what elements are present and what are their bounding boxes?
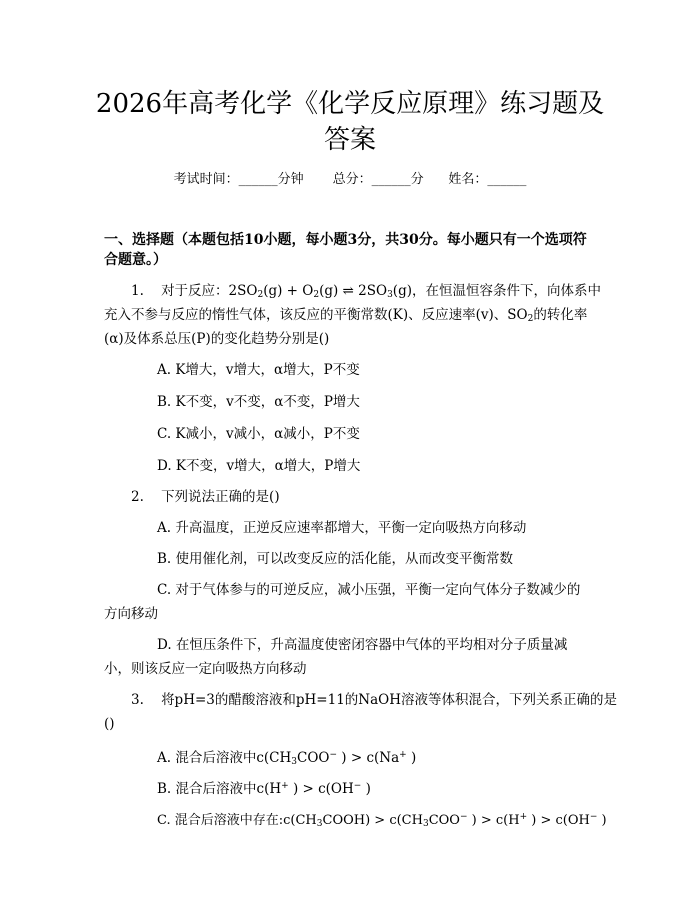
q1-line-2 [104,305,587,329]
option-text: ) [406,750,417,766]
q3-option-b [157,776,371,799]
superscript: − [589,812,598,822]
q3-text: 将pH=3的醋酸溶液和pH=11的NaOH溶液等体积混合，下列关系正确的是 [161,692,617,708]
option-text: ) > c(OH [527,813,590,828]
q1-text: (g)，在恒温恒容条件下，向体系中 [392,283,601,299]
superscript: + [281,781,289,791]
q2-option-a: A. 升高温度，正逆反应速率都增大，平衡一定向吸热方向移动 [157,520,527,536]
q1-option-b: B. K不变，v不变，α不变，P增大 [157,394,360,410]
q1-text: 对于反应：2SO [161,283,258,299]
exam-info [0,168,700,187]
name-blank: ______ [487,172,527,187]
q1-option-c: C. K减小，v减小，α减小，P不变 [157,426,360,442]
q1-option-d: D. K不变，v增大，α增大，P增大 [157,458,361,474]
option-text: COO [297,750,330,766]
q2-option-b: B. 使用催化剂，可以改变反应的活化能，从而改变平衡常数 [157,551,514,567]
q1-line-1 [131,281,601,305]
subscript: 3 [291,757,297,767]
superscript: − [459,812,468,822]
q2-number: 2. [131,489,144,505]
q1-text: 充入不参与反应的惰性气体，该反应的平衡常数(K)、反应速率(v)、SO [104,307,528,323]
q1-subscript: 3 [387,290,393,300]
option-text: ) > c(Na [337,750,400,766]
q1-number: 1. [131,283,144,299]
q2-text: 下列说法正确的是() [161,489,280,505]
name-label: 姓名： [448,172,488,187]
q3-number: 3. [131,692,144,708]
q3-option-a [157,745,416,772]
q2-option-c-line-2: 方向移动 [104,606,158,622]
title-line-2: 答案 [323,125,376,155]
q2-option-c-line-1: C. 对于气体参与的可逆反应，减小压强，平衡一定向气体分子数减少的 [157,582,581,598]
q3-line-2: () [104,716,115,732]
option-text: COOH) > c(CH [322,813,423,828]
q1-option-a: A. K增大，v增大，α增大，P不变 [157,362,360,378]
subscript: 3 [422,819,429,829]
q1-text: (g) + O [263,283,314,299]
option-text: C. 混合后溶液中存在:c(CH [157,813,317,828]
section-heading-line-2: 合题意。） [104,252,167,268]
title-line-1: 2026年高考化学《化学反应原理》练习题及 [95,89,605,119]
q1-subscript: 2 [527,314,534,324]
time-unit: 分钟 [277,172,304,187]
score-blank: ______ [371,172,411,187]
q1-line-3: (α)及体系总压(P)的变化趋势分别是() [104,331,330,347]
time-label: 考试时间： [173,172,239,187]
time-blank: ______ [238,172,278,187]
superscript: − [329,750,338,760]
option-text: ) [597,813,607,828]
q3-line-1 [131,690,617,710]
superscript: + [399,750,407,760]
section-heading-line-1: 一、选择题（本题包括10小题，每小题3分，共30分。每小题只有一个选项符 [104,232,587,248]
q1-subscript: 2 [313,290,320,300]
q3-option-c [157,807,607,834]
superscript: − [353,781,362,791]
option-text: ) [361,781,371,797]
q2-option-d-line-1: D. 在恒压条件下，升高温度使密闭容器中气体的平均相对分子质量减 [157,637,568,653]
score-unit: 分 [410,172,424,187]
q2-option-d-line-2: 小，则该反应一定向吸热方向移动 [104,661,307,677]
option-text: ) > c(OH [288,781,354,797]
q2-line-1 [131,487,280,507]
q1-text: 的转化率 [533,307,588,323]
superscript: + [519,812,528,822]
score-label: 总分： [332,172,372,187]
subscript: 3 [316,819,323,829]
option-text: B. 混合后溶液中c(H [157,781,282,797]
q1-subscript: 2 [257,290,264,300]
q1-text: (g) ⇌ 2SO [319,283,388,299]
option-text: COO [428,813,460,828]
option-text: ) > c(H [467,813,520,828]
document-title [80,86,620,158]
option-text: A. 混合后溶液中c(CH [157,750,292,766]
